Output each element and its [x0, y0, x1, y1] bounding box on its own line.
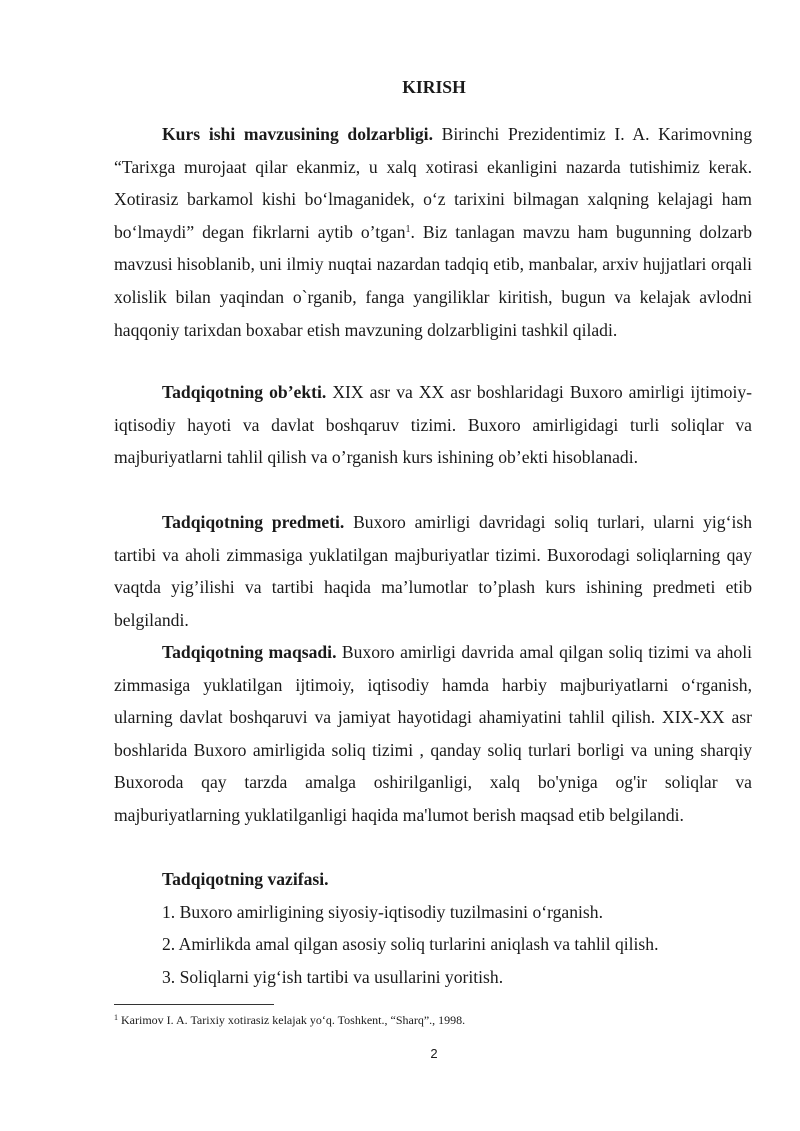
- page-number: 2: [430, 1046, 438, 1061]
- paragraph-lead: Tadqiqotning vazifasi.: [162, 869, 329, 889]
- footnote-reference[interactable]: 1: [405, 223, 411, 235]
- paragraph-text: Buxoro amirligi davrida amal qilgan soliq tizimi va aholi zimmasiga yuklatilgan ijtimoiy, iqtisodiy hamda harbiy majburiyatlarni o‘rganish, ularning davlat boshqaruvi va jamiyat hayotidagi ahamiyatini tahlil qilish. XIX-XX asr boshlarida Buxoro amirligida soliq tizimi , qanday soliq turlari borligi va uning sharqiy Buxoroda qay tarzda amalga oshirilganligi, xalq bo'yniga og'ir soliqlar va majburiyatlarning yuklatilganligi haqida ma'lumot berish maqsad etib belgilandi.: [114, 642, 753, 825]
- page-title: KIRISH: [402, 77, 466, 97]
- footnote: [114, 1013, 465, 1028]
- list-item: 3. Soliqlarni yig‘ish tartibi va usullarini yoritish.: [162, 967, 504, 987]
- paragraph-lead: Tadqiqotning ob’ekti.: [162, 382, 327, 402]
- footnote-text: Karimov I. A. Tarixiy xotirasiz kelajak yo‘q. Toshkent., “Sharq”., 1998.: [118, 1013, 466, 1027]
- paragraph-relevance: [114, 118, 752, 346]
- paragraph-lead: Tadqiqotning maqsadi.: [162, 642, 337, 662]
- footnote-number: 1: [114, 1013, 118, 1022]
- paragraph-tasks-heading: [114, 863, 752, 896]
- paragraph-text: . Biz tanlagan mavzu ham bugunning dolzarb mavzusi hisoblanib, uni ilmiy nuqtai nazardan tadqiq etib, manbalar, arxiv hujjatlari orqali xolislik bilan yaqindan o`rganib, fanga yangiliklar kiritish, bugun va kelajak avlodni haqqoniy tarixdan boxabar etish mavzuning dolzarbligini tashkil qiladi.: [114, 221, 752, 340]
- paragraph-object: [114, 376, 752, 474]
- paragraph-lead: Kurs ishi mavzusining dolzarbligi.: [162, 124, 433, 144]
- paragraph-goal: [114, 636, 752, 832]
- paragraph-text: Buxoro amirligi davridagi soliq turlari, ularni yig‘ish tartibi va aholi zimmasiga yuklatilgan majburiyatlar tizimi. Buxorodagi soliqlarning qay vaqtda yig’ilishi va tartibi haqida ma’lumotlar to’plash kurs ishining predmeti etib belgilandi.: [114, 512, 752, 630]
- paragraph-lead: Tadqiqotning predmeti.: [162, 512, 345, 532]
- list-item: 2. Amirlikda amal qilgan asosiy soliq turlarini aniqlash va tahlil qilish.: [162, 934, 659, 954]
- paragraph-subject: [114, 506, 752, 636]
- footnote-separator: [114, 1004, 274, 1005]
- paragraph-text: XIX asr va XX asr boshlaridagi Buxoro amirligi ijtimoiy-iqtisodiy hayoti va davlat boshqaruv tizimi. Buxoro amirligidagi turli soliqlar va majburiyatlarni tahlil qilish va o’rganish kurs ishining ob’ekti hisoblanadi.: [114, 382, 752, 468]
- list-item: 1. Buxoro amirligining siyosiy-iqtisodiy tuzilmasini o‘rganish.: [162, 902, 603, 922]
- paragraph-text: Birinchi Prezidentimiz I. A. Karimovning “Tarixga murojaat qilar ekanmiz, u xalq xotirasi ekanligini nazarda tutishimiz kerak. Xotirasiz barkamol kishi bo‘lmaganidek, o‘z tarixini bilmagan xalqning kelajagi ham bo‘lmaydi” degan fikrlarni aytib o’tgan: [114, 124, 752, 242]
